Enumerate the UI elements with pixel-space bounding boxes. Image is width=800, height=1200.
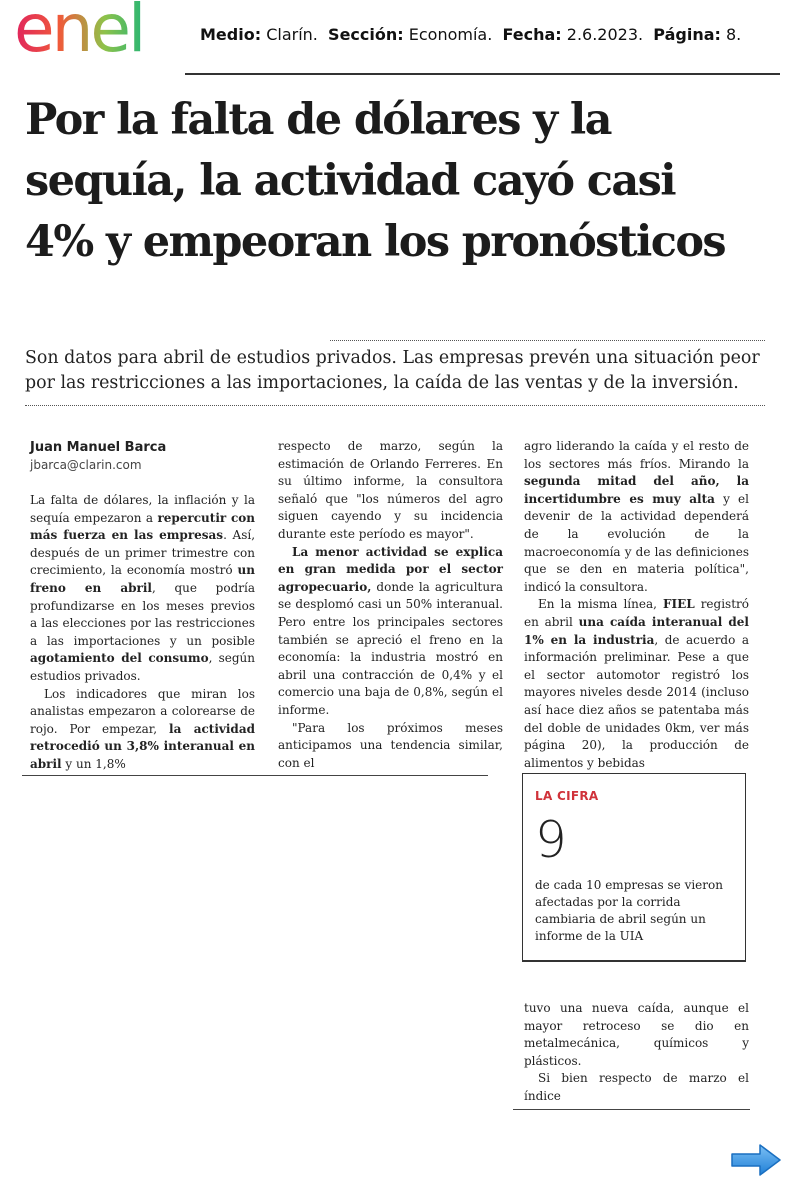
col2-paragraph-2: La menor actividad se explica en gran medida por el sector agropecuario, donde la agricultura se desplomó casi un 50% interanual. Pero entre los principales sectores también se apreció el freno en la economía: la industria mostró en abril una contracción de 0,4% y el comercio una baja de 0,8%, según el informe. [278,544,503,717]
headline-line-1: Por la falta de dólares y la [25,95,611,145]
column-divider-rule [22,775,488,776]
headline-line-3: 4% y empeoran los pronósticos [25,217,726,267]
fecha-value: 2.6.2023. [566,25,644,44]
arrow-right-icon[interactable] [730,1143,782,1177]
column-2 [278,438,503,772]
cifra-number: 9 [535,811,567,869]
column-1 [30,492,255,774]
column-3 [524,438,749,772]
bottom-rule [513,1109,750,1110]
medio-label: Medio: [200,25,262,44]
headline-line-2: sequía, la actividad cayó casi [25,156,675,206]
medio-value: Clarín. [266,25,318,44]
subhead-bottom-rule [25,405,765,406]
subhead-top-rule [330,340,765,341]
subhead-line-1: Son datos para abril de estudios privados. Las empresas prevén una situación peor [25,348,760,368]
col3-paragraph-4: Si bien respecto de marzo el índice [524,1071,749,1103]
col3-paragraph-1: agro liderando la caída y el resto de los sectores más fríos. Mirando la segunda mitad del año, la incertidumbre es muy alta y el devenir de la actividad dependerá de la evolución de la macroeconomía y de las definiciones que se den en materia política", indicó la consultora. [524,439,749,594]
pagina-label: Página: [653,25,721,44]
fecha-label: Fecha: [502,25,562,44]
col2-paragraph-3: "Para los próximos meses anticipamos una tendencia similar, con el [278,720,503,770]
cifra-label: LA CIFRA [535,789,599,803]
seccion-value: Economía. [408,25,493,44]
pagina-value: 8. [726,25,742,44]
col2-paragraph-1: respecto de marzo, según la estimación de Orlando Ferreres. En su último informe, la consultora señaló que "los números del agro siguen cayendo y su incidencia durante este período es mayor". [278,439,503,541]
col3-paragraph-3: tuvo una nueva caída, aunque el mayor retroceso se dio en metalmecánica, químicos y plásticos. [524,1001,749,1068]
article-headline [25,90,785,273]
column-3-continued [524,1000,749,1106]
seccion-label: Sección: [328,25,404,44]
byline [30,440,166,472]
enel-logo [14,0,184,67]
author-email[interactable]: jbarca@clarin.com [30,458,142,472]
logo-wordmark: enel [14,0,143,62]
author-name: Juan Manuel Barca [30,440,167,455]
cifra-text: de cada 10 empresas se vieron afectadas por la corrida cambiaria de abril según un informe de la UIA [535,878,723,943]
col1-paragraph-1: La falta de dólares, la inflación y la sequía empezaron a repercutir con más fuerza en las empresas. Así, después de un primer trimestre con crecimiento, la economía mostró un freno en abril, que podría profundizarse en los meses previos a las elecciones por las restricciones a las importaciones y un posible agotamiento del consumo, según estudios privados. [30,493,256,683]
subhead-line-2: por las restricciones a las importaciones, la caída de las ventas y de la inversión. [25,373,739,393]
la-cifra-box [522,773,746,962]
header-rule [185,73,780,75]
article-subhead [25,346,775,396]
clipping-metadata [200,25,741,44]
col1-paragraph-2: Los indicadores que miran los analistas empezaron a colorearse de rojo. Por empezar, la actividad retrocedió un 3,8% interanual en abril y un 1,8% [30,686,255,771]
col3-paragraph-2: En la misma línea, FIEL registró en abril una caída interanual del 1% en la industria, de acuerdo a información preliminar. Pese a que el sector automotor registró los mayores niveles desde 2014 (incluso así hace diez años se patentaba más del doble de unidades 0km, ver más página 20), la producción de alimentos y bebidas [524,597,749,770]
